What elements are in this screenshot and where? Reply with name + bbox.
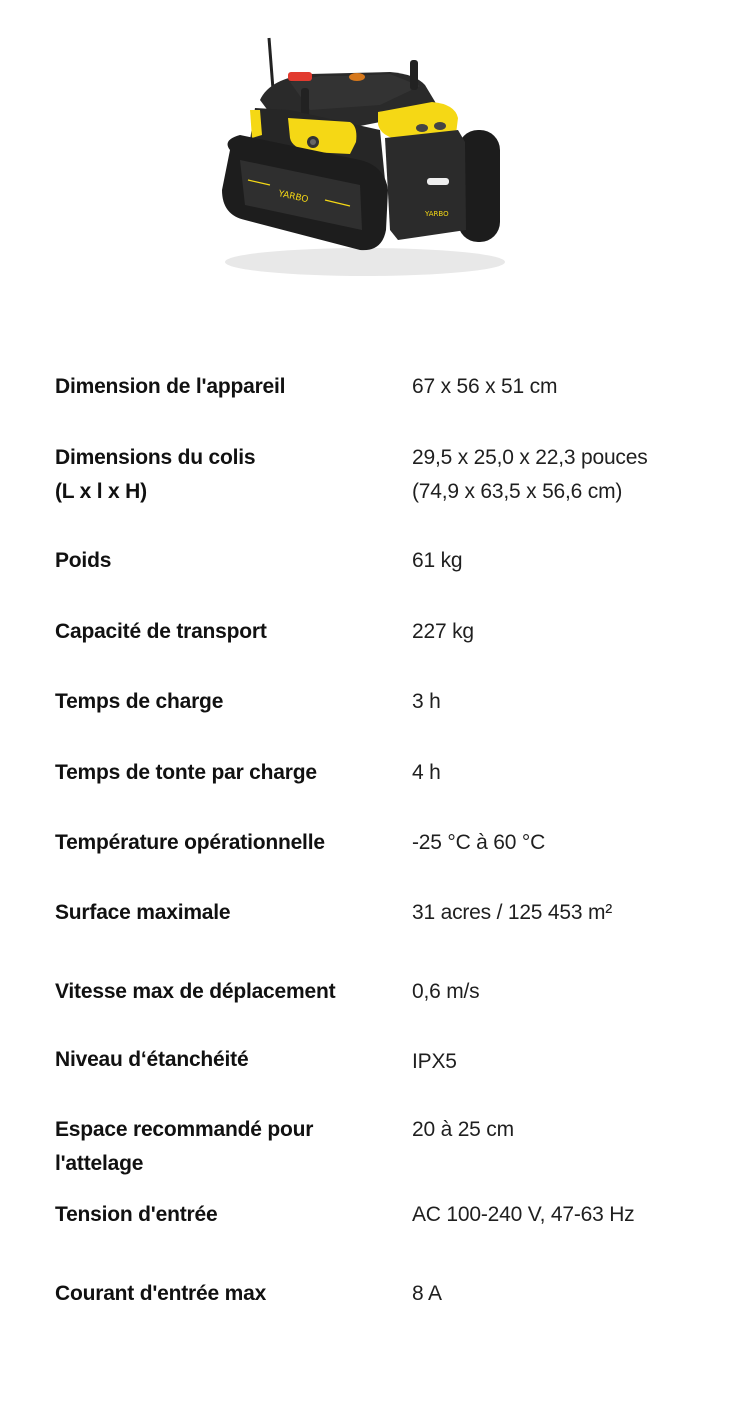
spec-label bbox=[55, 441, 395, 509]
spec-value bbox=[412, 826, 732, 860]
spec-value-line: (74,9 x 63,5 x 56,6 cm) bbox=[412, 480, 623, 503]
spec-value bbox=[412, 1277, 732, 1311]
spec-value-line: 3 h bbox=[412, 690, 441, 713]
spec-value-line: 0,6 m/s bbox=[412, 980, 480, 1003]
spec-value-line: IPX5 bbox=[412, 1050, 457, 1073]
product-image bbox=[200, 30, 520, 290]
spec-value bbox=[412, 975, 732, 1009]
spec-value bbox=[412, 685, 732, 719]
spec-label-line: Niveau d‘étanchéité bbox=[55, 1048, 249, 1071]
spec-value-line: AC 100-240 V, 47-63 Hz bbox=[412, 1203, 635, 1226]
spec-label bbox=[55, 685, 395, 719]
spec-value-line: 227 kg bbox=[412, 620, 474, 643]
spec-value bbox=[412, 1198, 732, 1232]
spec-value bbox=[412, 1113, 732, 1147]
spec-value-line: 8 A bbox=[412, 1282, 442, 1305]
spec-value-line: 20 à 25 cm bbox=[412, 1118, 514, 1141]
spec-label-line: Capacité de transport bbox=[55, 620, 267, 643]
spec-label-line: Temps de charge bbox=[55, 690, 224, 713]
spec-label bbox=[55, 615, 395, 649]
spec-label bbox=[55, 1277, 395, 1311]
spec-label-line: Tension d'entrée bbox=[55, 1203, 218, 1226]
spec-label bbox=[55, 1198, 395, 1232]
spec-label-line: Surface maximale bbox=[55, 901, 231, 924]
spec-value bbox=[412, 544, 732, 578]
spec-label-line: Espace recommandé pour bbox=[55, 1118, 314, 1141]
spec-value bbox=[412, 441, 732, 509]
spec-value-line: 67 x 56 x 51 cm bbox=[412, 375, 558, 398]
spec-label bbox=[55, 896, 395, 930]
spec-label-line: Dimensions du colis bbox=[55, 446, 256, 469]
spec-label bbox=[55, 756, 395, 790]
spec-value-line: -25 °C à 60 °C bbox=[412, 831, 546, 854]
spec-value-line: 61 kg bbox=[412, 549, 463, 572]
spec-value-line: 29,5 x 25,0 x 22,3 pouces bbox=[412, 446, 648, 469]
spec-value-line: 31 acres / 125 453 m² bbox=[412, 901, 613, 924]
spec-label-line: (L x l x H) bbox=[55, 480, 147, 503]
spec-label-line: Température opérationnelle bbox=[55, 831, 325, 854]
spec-label bbox=[55, 1113, 395, 1181]
brand-mark-front: YARBO bbox=[425, 210, 449, 218]
spec-label bbox=[55, 544, 395, 578]
spec-value bbox=[412, 1045, 732, 1079]
spec-value bbox=[412, 896, 732, 930]
spec-label bbox=[55, 1043, 395, 1077]
spec-label-line: Poids bbox=[55, 549, 112, 572]
yarbo-robot-illustration bbox=[200, 30, 520, 290]
spec-value bbox=[412, 615, 732, 649]
spec-label bbox=[55, 826, 395, 860]
spec-value-line: 4 h bbox=[412, 761, 441, 784]
spec-label-line: Dimension de l'appareil bbox=[55, 375, 286, 398]
spec-label bbox=[55, 975, 395, 1009]
spec-value bbox=[412, 370, 732, 404]
spec-label bbox=[55, 370, 395, 404]
spec-value bbox=[412, 756, 732, 790]
spec-label-line: Temps de tonte par charge bbox=[55, 761, 317, 784]
brand-mark-side: YARBO bbox=[277, 189, 310, 206]
spec-label-line: l'attelage bbox=[55, 1152, 144, 1175]
spec-label-line: Vitesse max de déplacement bbox=[55, 980, 336, 1003]
spec-label-line: Courant d'entrée max bbox=[55, 1282, 267, 1305]
